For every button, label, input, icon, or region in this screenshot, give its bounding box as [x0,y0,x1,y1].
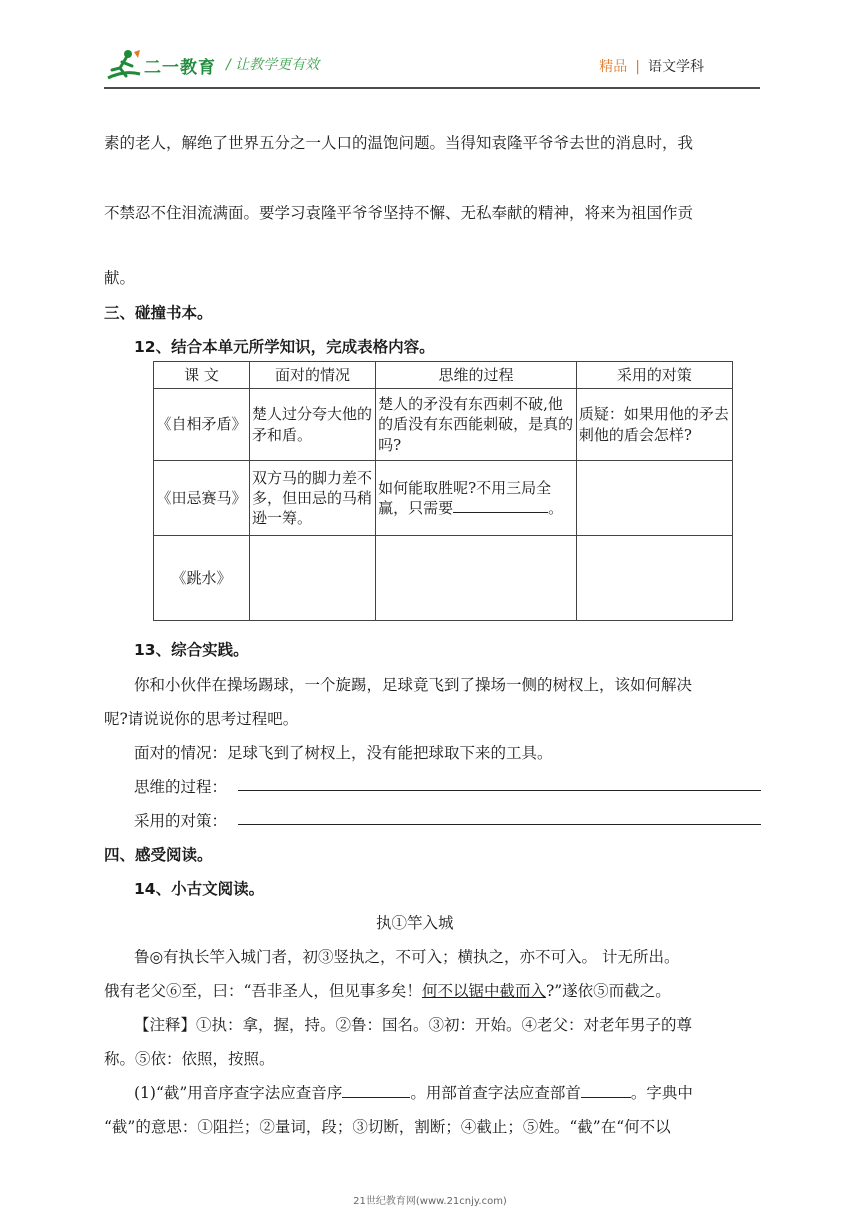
story-text-part: ?”遂依⑤而截之。 [545,982,671,1000]
header-divider [104,87,760,89]
sub-question-text: 。用部首查字法应查部首 [410,1084,581,1102]
story-text: 鲁◎有执长竿入城门者，初③竖执之，不可入；横执之，亦不可入。 计无所出。 [134,948,680,966]
notes-text: 【注释】①执：拿，握，持。②鲁：国名。③初：开始。④老父：对老年男子的尊 [134,1016,693,1034]
table-cell-strategy-blank[interactable] [576,461,732,536]
table-cell-lesson: 《自相矛盾》 [154,389,250,461]
question-13-title: 13、综合实践。 [134,641,249,659]
q13-paragraph: 你和小伙伴在操场踢球，一个旋踢，足球竟飞到了操场一侧的树杈上，该如何解决 [134,676,693,694]
thinking-end: 。 [548,499,564,517]
q13-paragraph: 呢?请说说你的思考过程吧。 [104,710,299,728]
q12-table [153,361,733,621]
table-header: 面对的情况 [250,362,376,389]
question-12-title: 12、结合本单元所学知识，完成表格内容。 [134,338,435,356]
passage-line: 不禁忍不住泪流满面。要学习袁隆平爷爷坚持不懈、无私奉献的精神，将来为祖国作贡 [104,204,694,222]
section-four-title: 四、感受阅读。 [104,846,213,864]
thinking-label: 思维的过程： [134,778,228,796]
pinyin-blank[interactable] [342,1083,410,1098]
table-header-row [154,362,733,389]
story-text-part: 俄有老父⑥至，曰：“吾非圣人，但见事多矣！ [104,982,422,1000]
question-14-title: 14、小古文阅读。 [134,880,265,898]
sub-question-text: (1)“截”用音序查字法应查音序 [134,1084,343,1102]
section-three-title: 三、碰撞书本。 [104,304,213,322]
page-header [0,0,860,92]
header-right [599,56,704,76]
table-header: 思维的过程 [376,362,577,389]
table-cell-thinking[interactable] [376,461,577,536]
table-cell-situation-blank[interactable] [250,536,376,621]
table-header: 课 文 [154,362,250,389]
page-footer: 21世纪教育网(www.21cnjy.com) [353,1196,507,1207]
strategy-answer-line[interactable] [238,824,761,825]
table-cell-lesson: 《跳水》 [154,536,250,621]
table-cell-situation: 双方马的脚力差不多，但田忌的马稍逊一筹。 [250,461,376,536]
sub-question-text: 。字典中 [630,1084,693,1102]
quality-label: 精品 [599,59,628,75]
header-separator: | [635,59,640,75]
notes-text: 称。⑤依：依照，按照。 [104,1050,275,1068]
table-cell-thinking-blank[interactable] [376,536,577,621]
underlined-sentence: 何不以锯中截而入 [421,982,546,1000]
q13-situation: 面对的情况：足球飞到了树杈上，没有能把球取下来的工具。 [134,744,553,762]
story-title: 执①竿入城 [376,914,454,932]
fill-blank[interactable] [453,498,548,513]
table-row [154,461,733,536]
slogan: / 让教学更有效 [226,57,320,73]
story-text [104,979,671,1001]
thinking-text: 如何能取胜呢?不用三局全赢，只需要 [378,478,552,517]
table-cell-strategy-blank[interactable] [576,536,732,621]
table-cell-strategy: 质疑：如果用他的矛去刺他的盾会怎样? [576,389,732,461]
logo-text: 二一教育 [144,58,216,78]
table-cell-thinking: 楚人的矛没有东西刺不破,他的盾没有东西能刺破，是真的吗? [376,389,577,461]
sub-question-1 [134,1081,693,1103]
thinking-answer-line[interactable] [238,790,761,791]
radical-blank[interactable] [581,1083,631,1098]
passage-line: 献。 [104,269,136,287]
table-header: 采用的对策 [576,362,732,389]
sub-question-1-cont: “截”的意思：①阻拦；②量词，段；③切断，割断；④截止；⑤姓。“截”在“何不以 [104,1118,671,1136]
table-cell-situation: 楚人过分夸大他的矛和盾。 [250,389,376,461]
passage-line: 素的老人，解绝了世界五分之一人口的温饱问题。当得知袁隆平爷爷去世的消息时，我 [104,134,694,152]
table-cell-lesson: 《田忌赛马》 [154,461,250,536]
table-row [154,389,733,461]
table-row [154,536,733,621]
subject-label: 语文学科 [648,59,704,75]
strategy-label: 采用的对策： [134,812,228,830]
